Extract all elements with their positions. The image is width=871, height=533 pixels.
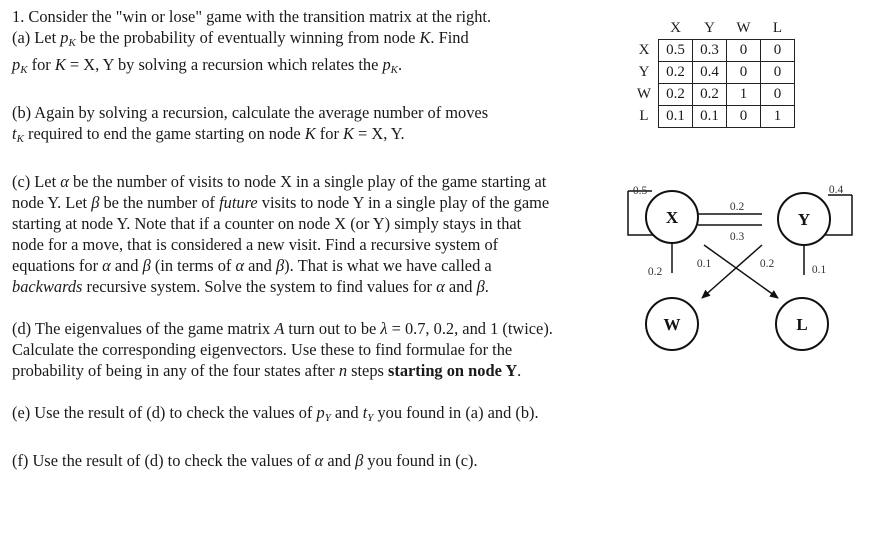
- math-sub: Y: [367, 412, 374, 424]
- matrix-cell: 0: [727, 62, 761, 84]
- matrix-cell: 0.2: [659, 62, 693, 84]
- matrix-cell: 0: [761, 62, 795, 84]
- matrix-row-header: Y: [638, 64, 650, 80]
- matrix-row-header: L: [639, 108, 649, 124]
- node-w-label: W: [663, 315, 681, 334]
- text: you found in (a) and (b).: [373, 403, 539, 422]
- text: (c) Let: [12, 172, 61, 191]
- math-sub: Y: [324, 412, 331, 424]
- node-y-label: Y: [797, 210, 811, 229]
- math-t: t: [12, 124, 17, 143]
- spacer: [12, 429, 612, 450]
- spacer: [12, 81, 612, 102]
- part-b: [12, 102, 612, 150]
- part-d: [12, 318, 557, 381]
- edge-label-x-to-w: 0.2: [647, 266, 663, 278]
- edge-y-to-w: [702, 245, 762, 298]
- math-beta: β: [355, 451, 364, 470]
- spacer: [12, 150, 612, 171]
- matrix-col-header: L: [772, 20, 783, 36]
- matrix-col-header: W: [736, 20, 751, 36]
- part-a: [12, 6, 612, 81]
- math-A: A: [274, 319, 285, 338]
- matrix-corner: [630, 18, 659, 40]
- math-sub: K: [20, 64, 28, 76]
- text: and: [444, 277, 477, 296]
- problem-intro: 1. Consider the "win or lose" game with the transition matrix at the right.: [12, 7, 492, 26]
- math-sub: K: [68, 37, 76, 49]
- math-p: p: [382, 55, 391, 74]
- math-beta: β: [275, 256, 285, 275]
- math-p: p: [60, 28, 69, 47]
- math-n: n: [338, 361, 348, 380]
- math-K: K: [54, 55, 66, 74]
- math-beta: β: [142, 256, 151, 275]
- matrix-row: [630, 84, 795, 106]
- text: = X, Y by solving a recursion which relates the: [65, 55, 383, 74]
- edge-label-x-to-l: 0.1: [696, 258, 712, 270]
- part-c: [12, 171, 552, 297]
- text: (f) Use the result of (d) to check the values of: [12, 451, 315, 470]
- math-beta: β: [91, 193, 100, 212]
- edge-label-y-loop: 0.4: [828, 184, 844, 196]
- text: required to end the game starting on node: [23, 124, 305, 143]
- text: .: [517, 361, 522, 380]
- text: you found in (c).: [363, 451, 478, 470]
- text: (b) Again by solving a recursion, calculate the average number of moves: [12, 103, 489, 122]
- edge-label-y-to-l: 0.1: [811, 264, 827, 276]
- text: (e) Use the result of (d) to check the values of: [12, 403, 317, 422]
- matrix-cell: 0.1: [693, 106, 727, 128]
- matrix-row: [630, 62, 795, 84]
- math-alpha: α: [60, 172, 69, 191]
- matrix-cell: 0: [761, 40, 795, 62]
- edge-label-x-loop: 0.5: [632, 185, 648, 197]
- emphasis: future: [219, 193, 258, 212]
- matrix-cell: 0.2: [693, 84, 727, 106]
- edge-x-to-l: [704, 245, 778, 298]
- spacer: [12, 297, 612, 318]
- text: (d) The eigenvalues of the game matrix: [12, 319, 275, 338]
- math-K: K: [304, 124, 316, 143]
- text: and: [323, 451, 356, 470]
- text: = 0.7, 0.2, and 1 (twice). Calculate the corresponding eigenvectors. Use these to find formulae for the probability of being in any of the four states after: [12, 319, 553, 380]
- math-K: K: [419, 28, 431, 47]
- matrix-col-header: X: [670, 20, 681, 36]
- text: steps: [347, 361, 388, 380]
- text: and: [110, 256, 143, 275]
- node-x-label: X: [665, 208, 679, 227]
- math-alpha: α: [436, 277, 445, 296]
- text: .: [484, 277, 489, 296]
- matrix-row-header: X: [638, 42, 650, 58]
- part-f: [12, 450, 612, 471]
- text: ). That is what we have called a: [284, 256, 492, 275]
- matrix-header-row: [630, 18, 795, 40]
- math-alpha: α: [102, 256, 111, 275]
- text: be the number of visits to node X in a single play of the game starting at node Y. Let: [12, 172, 547, 212]
- math-lambda: λ: [380, 319, 388, 338]
- math-beta: β: [476, 277, 485, 296]
- matrix-cell: 0.2: [659, 84, 693, 106]
- math-sub: K: [16, 133, 24, 145]
- emphasis: backwards: [12, 277, 83, 296]
- node-l-label: L: [796, 315, 808, 334]
- matrix-row-header: W: [636, 86, 652, 102]
- text: visits to node Y in a single play of the game starting at node Y. Note that if a counter on node X (or Y) simply stays in that node for a move, that is considered a new visit. Find a recursive system of equations for: [12, 193, 550, 275]
- matrix-cell: 0: [727, 106, 761, 128]
- math-t: t: [362, 403, 368, 422]
- spacer: [12, 381, 612, 402]
- matrix-cell: 0.4: [693, 62, 727, 84]
- math-alpha: α: [314, 451, 324, 470]
- math-sub: K: [390, 64, 398, 76]
- text: turn out to be: [284, 319, 381, 338]
- text: (a) Let: [12, 28, 61, 47]
- text: and: [244, 256, 276, 275]
- edge-label-x-to-y: 0.2: [729, 201, 745, 213]
- text: for: [27, 55, 55, 74]
- state-diagram: [620, 175, 860, 365]
- text: be the probability of eventually winning from node: [75, 28, 420, 47]
- edge-label-y-to-w: 0.2: [759, 258, 775, 270]
- matrix-cell: 0.5: [659, 40, 693, 62]
- matrix-cell: 0: [761, 84, 795, 106]
- matrix-cell: 0.1: [659, 106, 693, 128]
- bold-text: starting on node Y: [388, 361, 518, 380]
- text: recursive system. Solve the system to find values for: [82, 277, 437, 296]
- text: . Find: [430, 28, 469, 47]
- text: and: [330, 403, 363, 422]
- text: .: [397, 55, 403, 74]
- edge-label-y-to-x: 0.3: [729, 231, 745, 243]
- matrix-cell: 1: [727, 84, 761, 106]
- math-p: p: [316, 403, 325, 422]
- text: be the number of: [99, 193, 220, 212]
- text: (in terms of: [150, 256, 236, 275]
- matrix-row: [630, 106, 795, 128]
- math-p: p: [12, 55, 21, 74]
- math-K: K: [343, 124, 354, 143]
- transition-matrix: [630, 18, 795, 128]
- matrix-cell: 0: [727, 40, 761, 62]
- text: for: [315, 124, 343, 143]
- text: = X, Y.: [353, 124, 405, 143]
- matrix-cell: 0.3: [693, 40, 727, 62]
- part-e: [12, 402, 612, 429]
- matrix-cell: 1: [761, 106, 795, 128]
- matrix-row: [630, 40, 795, 62]
- matrix-col-header: Y: [704, 20, 715, 36]
- math-alpha: α: [235, 256, 245, 275]
- problem-text: [12, 6, 612, 471]
